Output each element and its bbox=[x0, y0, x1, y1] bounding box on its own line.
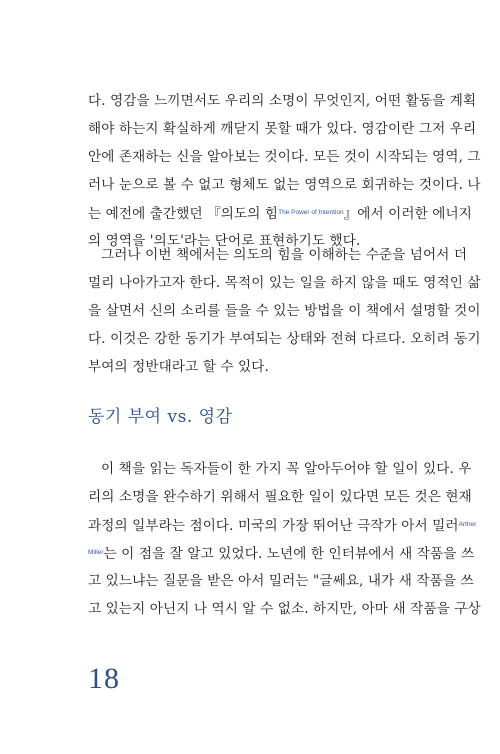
text-segment: 』에서 이러한 에너지 bbox=[343, 206, 472, 222]
text-line: 고 있느냐는 질문을 받은 아서 밀러는 "글쎄요, 내가 새 작품을 쓰 bbox=[88, 573, 474, 589]
text-line bbox=[88, 199, 472, 227]
page-number: 18 bbox=[88, 662, 120, 695]
paragraph-3 bbox=[88, 455, 481, 623]
text-line: 고 있는지 아닌지 나 역시 알 수 없소. 하지만, 아마 새 작품을 구상 bbox=[88, 601, 481, 617]
text-line bbox=[88, 539, 475, 567]
section-heading: 동기 부여 vs. 영감 bbox=[88, 407, 233, 427]
english-name-annotation: Arther bbox=[458, 521, 477, 528]
english-name-annotation: Miller bbox=[88, 549, 104, 556]
text-line: 이 책을 읽는 독자들이 한 가지 꼭 알아두어야 할 일이 있다. 우 bbox=[101, 461, 472, 477]
text-line: 의 영역을 '의도'라는 단어로 표현하기도 했다. bbox=[88, 233, 361, 249]
paragraph-2 bbox=[88, 241, 481, 381]
text-line: 그러나 이번 책에서는 의도의 힘을 이해하는 수준을 넘어서 더 bbox=[101, 247, 468, 263]
text-line: 러나 눈으로 볼 수 없고 형체도 없는 영역으로 회귀하는 것이다. 나 bbox=[88, 177, 481, 193]
text-segment: 과정의 일부라는 점이다. 미국의 가장 뛰어난 극작가 아서 밀러 bbox=[88, 518, 459, 534]
text-line: 리의 소명을 완수하기 위해서 필요한 일이 있다면 모든 것은 현재 bbox=[88, 489, 472, 505]
text-line: 다. 영감을 느끼면서도 우리의 소명이 무엇인지, 어떤 활동을 계획 bbox=[88, 93, 477, 109]
text-line bbox=[88, 511, 477, 539]
text-line: 멀리 나아가고자 한다. 목적이 있는 일을 하지 않을 때도 영적인 삶 bbox=[88, 275, 481, 291]
text-line: 안에 존재하는 신을 알아보는 것이다. 모든 것이 시작되는 영역, 그 bbox=[88, 149, 481, 165]
english-title-annotation: The Power of Intention bbox=[278, 209, 344, 216]
text-segment: 는 예전에 출간했던 『의도의 힘 bbox=[88, 206, 279, 222]
text-line: 해야 하는지 확실하게 깨닫지 못할 때가 있다. 영감이란 그저 우리 bbox=[88, 121, 477, 137]
text-segment: 는 이 점을 잘 알고 있었다. 노년에 한 인터뷰에서 새 작품을 쓰 bbox=[103, 546, 475, 562]
text-line: 부여의 정반대라고 할 수 있다. bbox=[88, 359, 269, 375]
text-line: 을 살면서 신의 소리를 들을 수 있는 방법을 이 책에서 설명할 것이 bbox=[88, 303, 481, 319]
text-line: 다. 이것은 강한 동기가 부여되는 상태와 전혀 다르다. 오히려 동기 bbox=[88, 331, 481, 347]
